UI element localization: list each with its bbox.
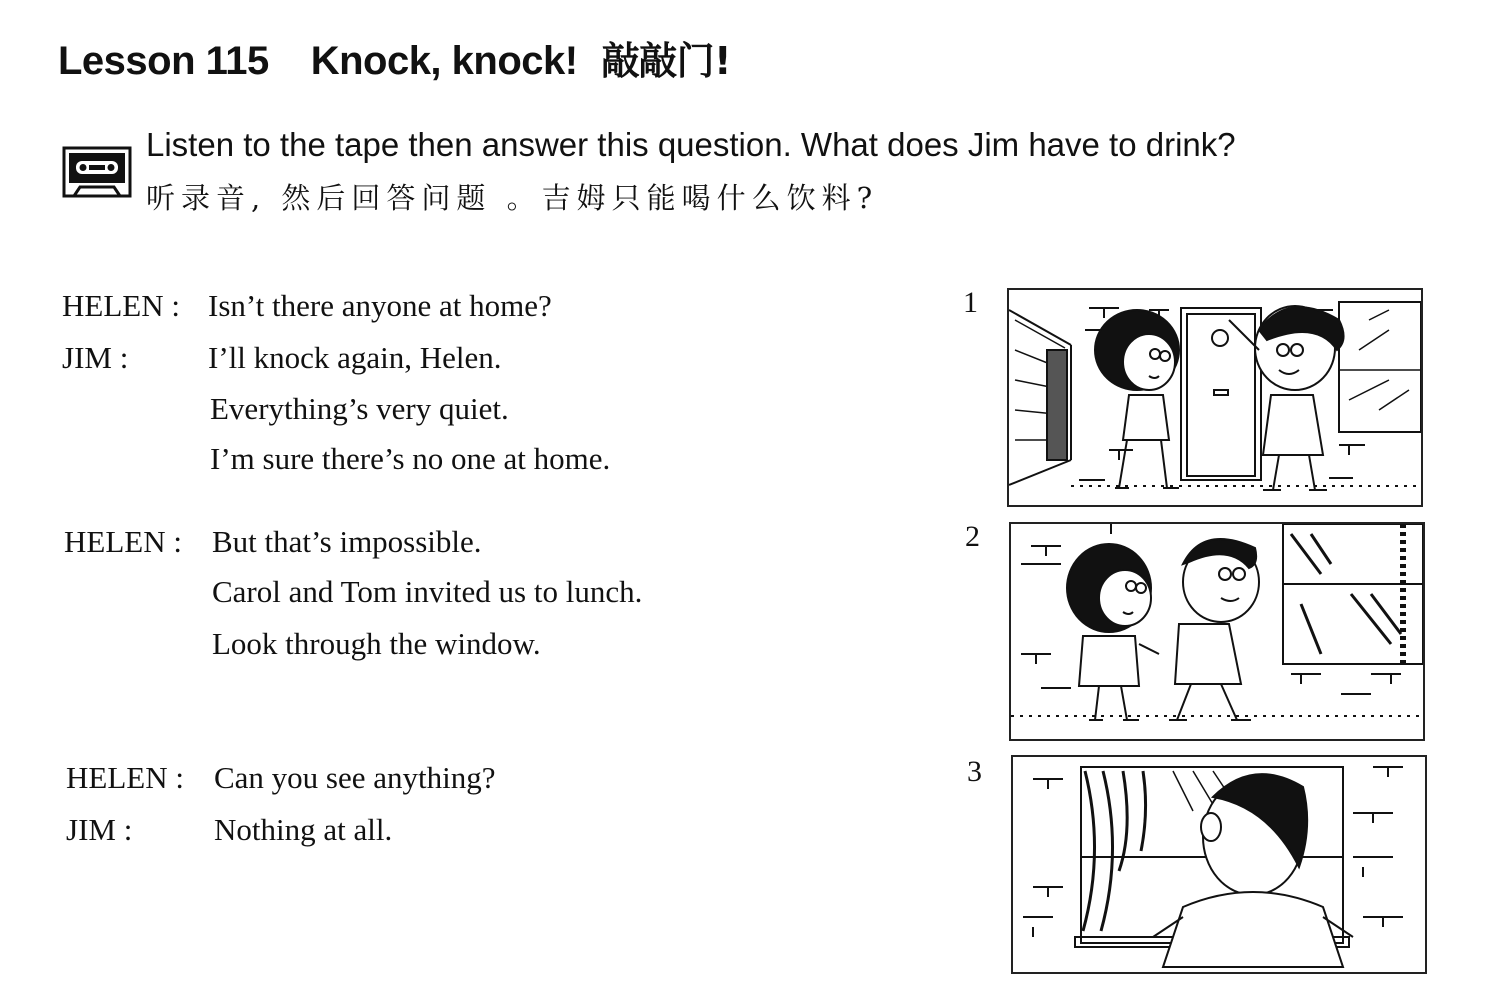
dialogue-line: Carol and Tom invited us to lunch. xyxy=(212,574,643,609)
illustration-panel-walking xyxy=(1009,522,1425,741)
panel-number: 2 xyxy=(965,520,980,553)
dialogue-line: But that’s impossible. xyxy=(212,524,482,559)
speaker-helen: HELEN : xyxy=(62,288,180,323)
speaker-helen: HELEN : xyxy=(64,524,182,559)
dialogue-line: I’ll knock again, Helen. xyxy=(208,340,502,375)
panel-number: 3 xyxy=(967,755,982,788)
dialogue-line: Everything’s very quiet. xyxy=(210,391,509,426)
dialogue-line: I’m sure there’s no one at home. xyxy=(210,441,611,476)
illustration-panel-window xyxy=(1011,755,1427,974)
lesson-title-row xyxy=(58,30,731,90)
speaker-helen: HELEN : xyxy=(66,760,184,795)
window-scene-illustration xyxy=(1013,757,1425,972)
lesson-number: Lesson 115 xyxy=(58,39,269,83)
lesson-title-zh: 敲敲门! xyxy=(601,39,731,83)
instruction-en: Listen to the tape then answer this question. What does Jim have to drink? xyxy=(146,126,1236,163)
instruction-zh: 听录音, 然后回答问题 。吉姆只能喝什么饮料? xyxy=(146,181,879,215)
speaker-jim: JIM : xyxy=(66,812,133,847)
panel-number: 1 xyxy=(963,286,978,319)
walking-scene-illustration xyxy=(1011,524,1423,739)
speaker-jim: JIM : xyxy=(62,340,129,375)
lesson-title-en: Knock, knock! xyxy=(310,39,578,83)
dialogue-line: Can you see anything? xyxy=(214,760,496,795)
dialogue-line: Look through the window. xyxy=(212,626,541,661)
illustration-panel-door xyxy=(1007,288,1423,507)
dialogue-line: Isn’t there anyone at home? xyxy=(208,288,552,323)
door-scene-illustration xyxy=(1009,290,1421,505)
dialogue-line: Nothing at all. xyxy=(214,812,393,847)
cassette-tape-icon xyxy=(62,146,132,200)
